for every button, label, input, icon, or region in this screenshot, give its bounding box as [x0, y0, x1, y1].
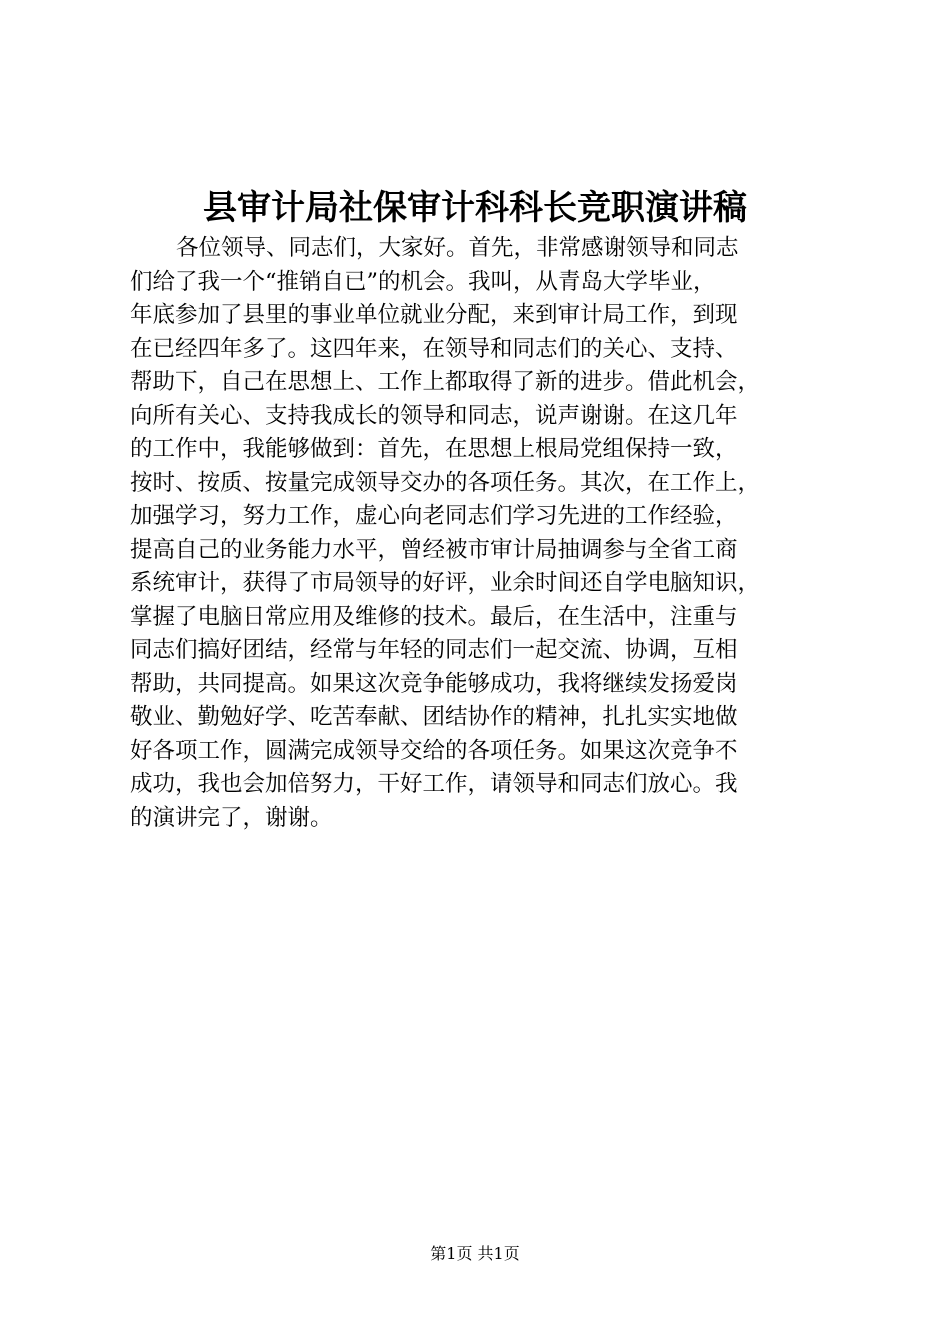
body-line: 敬业、勤勉好学、吃苦奉献、团结协作的精神，扎扎实实地做 — [130, 704, 738, 730]
page-number-footer: 第1页 共1页 — [430, 1244, 520, 1263]
body-line: 加强学习，努力工作，虚心向老同志们学习先进的工作经验， — [130, 503, 738, 529]
body-line: 成功，我也会加倍努力，干好工作，请领导和同志们放心。我 — [130, 771, 738, 797]
body-line: 同志们搞好团结，经常与年轻的同志们一起交流、协调，互相 — [130, 637, 738, 663]
body-line: 的演讲完了，谢谢。 — [130, 804, 333, 831]
speech-body — [130, 232, 820, 835]
body-line: 在已经四年多了。这四年来，在领导和同志们的关心、支持、 — [130, 335, 738, 362]
body-line: 提高自己的业务能力水平，曾经被市审计局抽调参与全省工商 — [130, 536, 738, 563]
body-line: 按时、按质、按量完成领导交办的各项任务。其次，在工作上， — [130, 469, 761, 496]
body-line: 掌握了电脑日常应用及维修的技术。最后，在生活中，注重与 — [130, 603, 738, 630]
body-line: 帮助下，自己在思想上、工作上都取得了新的进步。借此机会， — [130, 369, 761, 395]
body-line: 向所有关心、支持我成长的领导和同志，说声谢谢。在这几年 — [130, 402, 738, 429]
body-line: 帮助，共同提高。如果这次竞争能够成功，我将继续发扬爱岗 — [130, 670, 738, 697]
body-line: 的工作中，我能够做到：首先，在思想上根局党组保持一致， — [130, 436, 738, 462]
body-line: 各位领导、同志们，大家好。首先，非常感谢领导和同志 — [176, 235, 739, 261]
body-line: 们给了我一个“推销自已”的机会。我叫，从青岛大学毕业， — [130, 268, 716, 295]
body-line: 好各项工作，圆满完成领导交给的各项任务。如果这次竞争不 — [130, 737, 738, 764]
body-line: 年底参加了县里的事业单位就业分配，来到审计局工作，到现 — [130, 302, 738, 328]
document-title: 县审计局社保审计科科长竞职演讲稿 — [203, 188, 747, 228]
body-line: 系统审计，获得了市局领导的好评，业余时间还自学电脑知识， — [130, 570, 761, 596]
